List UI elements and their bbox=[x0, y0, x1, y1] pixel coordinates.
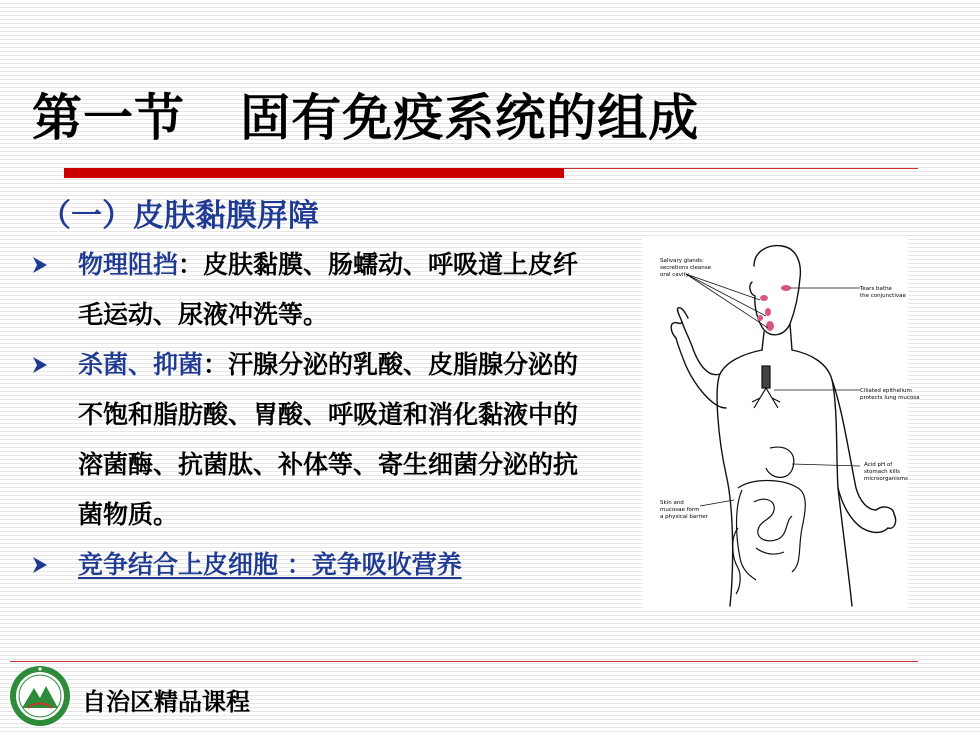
bullet-keyword: 杀菌、抑菌 bbox=[78, 350, 204, 379]
label-acid: stomach kills bbox=[864, 469, 901, 475]
bullet-text: ：皮肤黏膜、肠蠕动、呼吸道上皮纤毛运动、尿液冲洗等。 bbox=[78, 250, 579, 329]
label-salivary: Salivary glands: bbox=[660, 258, 704, 264]
label-ciliated: protects lung mucosa bbox=[860, 395, 920, 401]
label-ciliated: Ciliated epithelium bbox=[860, 388, 912, 394]
label-salivary: secretions cleanse bbox=[660, 265, 711, 271]
label-skin: mucosae form bbox=[660, 507, 700, 513]
bullet-item bbox=[30, 540, 590, 590]
label-skin: a physical barrier bbox=[660, 514, 708, 520]
arrow-bullet-icon bbox=[30, 540, 50, 590]
bullet-keyword: 竞争结合上皮细胞 ：竞争吸收营养 bbox=[78, 550, 462, 579]
label-salivary: oral cavity bbox=[660, 272, 689, 278]
slide-title: 第一节 固有免疫系统的组成 bbox=[32, 89, 700, 147]
university-logo bbox=[8, 664, 72, 728]
bullet-item bbox=[30, 340, 590, 540]
label-acid: microorganisms bbox=[864, 476, 908, 482]
bullet-text: ：汗腺分泌的乳酸、皮脂腺分泌的不饱和脂肪酸、胃酸、呼吸道和消化黏液中的溶菌酶、抗菌肽、补体等、寄生细菌分泌的抗菌物质。 bbox=[78, 350, 579, 529]
footer-course-label: 自治区精品课程 bbox=[82, 688, 250, 716]
label-acid: Acid pH of bbox=[864, 462, 893, 468]
title-underline-line bbox=[564, 168, 918, 169]
label-skin: Skin and bbox=[660, 500, 684, 506]
section-subtitle: （一）皮肤黏膜屏障 bbox=[40, 198, 319, 234]
anatomy-figure bbox=[642, 238, 920, 608]
bullet-keyword: 物理阻挡 bbox=[78, 250, 179, 279]
footer-divider bbox=[10, 661, 918, 662]
label-tears: Tears bathe bbox=[860, 286, 892, 292]
title-underline-bar bbox=[64, 168, 564, 178]
bullet-item bbox=[30, 240, 590, 340]
arrow-bullet-icon bbox=[30, 240, 50, 290]
bullet-list bbox=[30, 240, 590, 590]
arrow-bullet-icon bbox=[30, 340, 50, 390]
body-barrier-illustration bbox=[642, 238, 920, 608]
label-tears: the conjunctivae bbox=[860, 293, 906, 299]
